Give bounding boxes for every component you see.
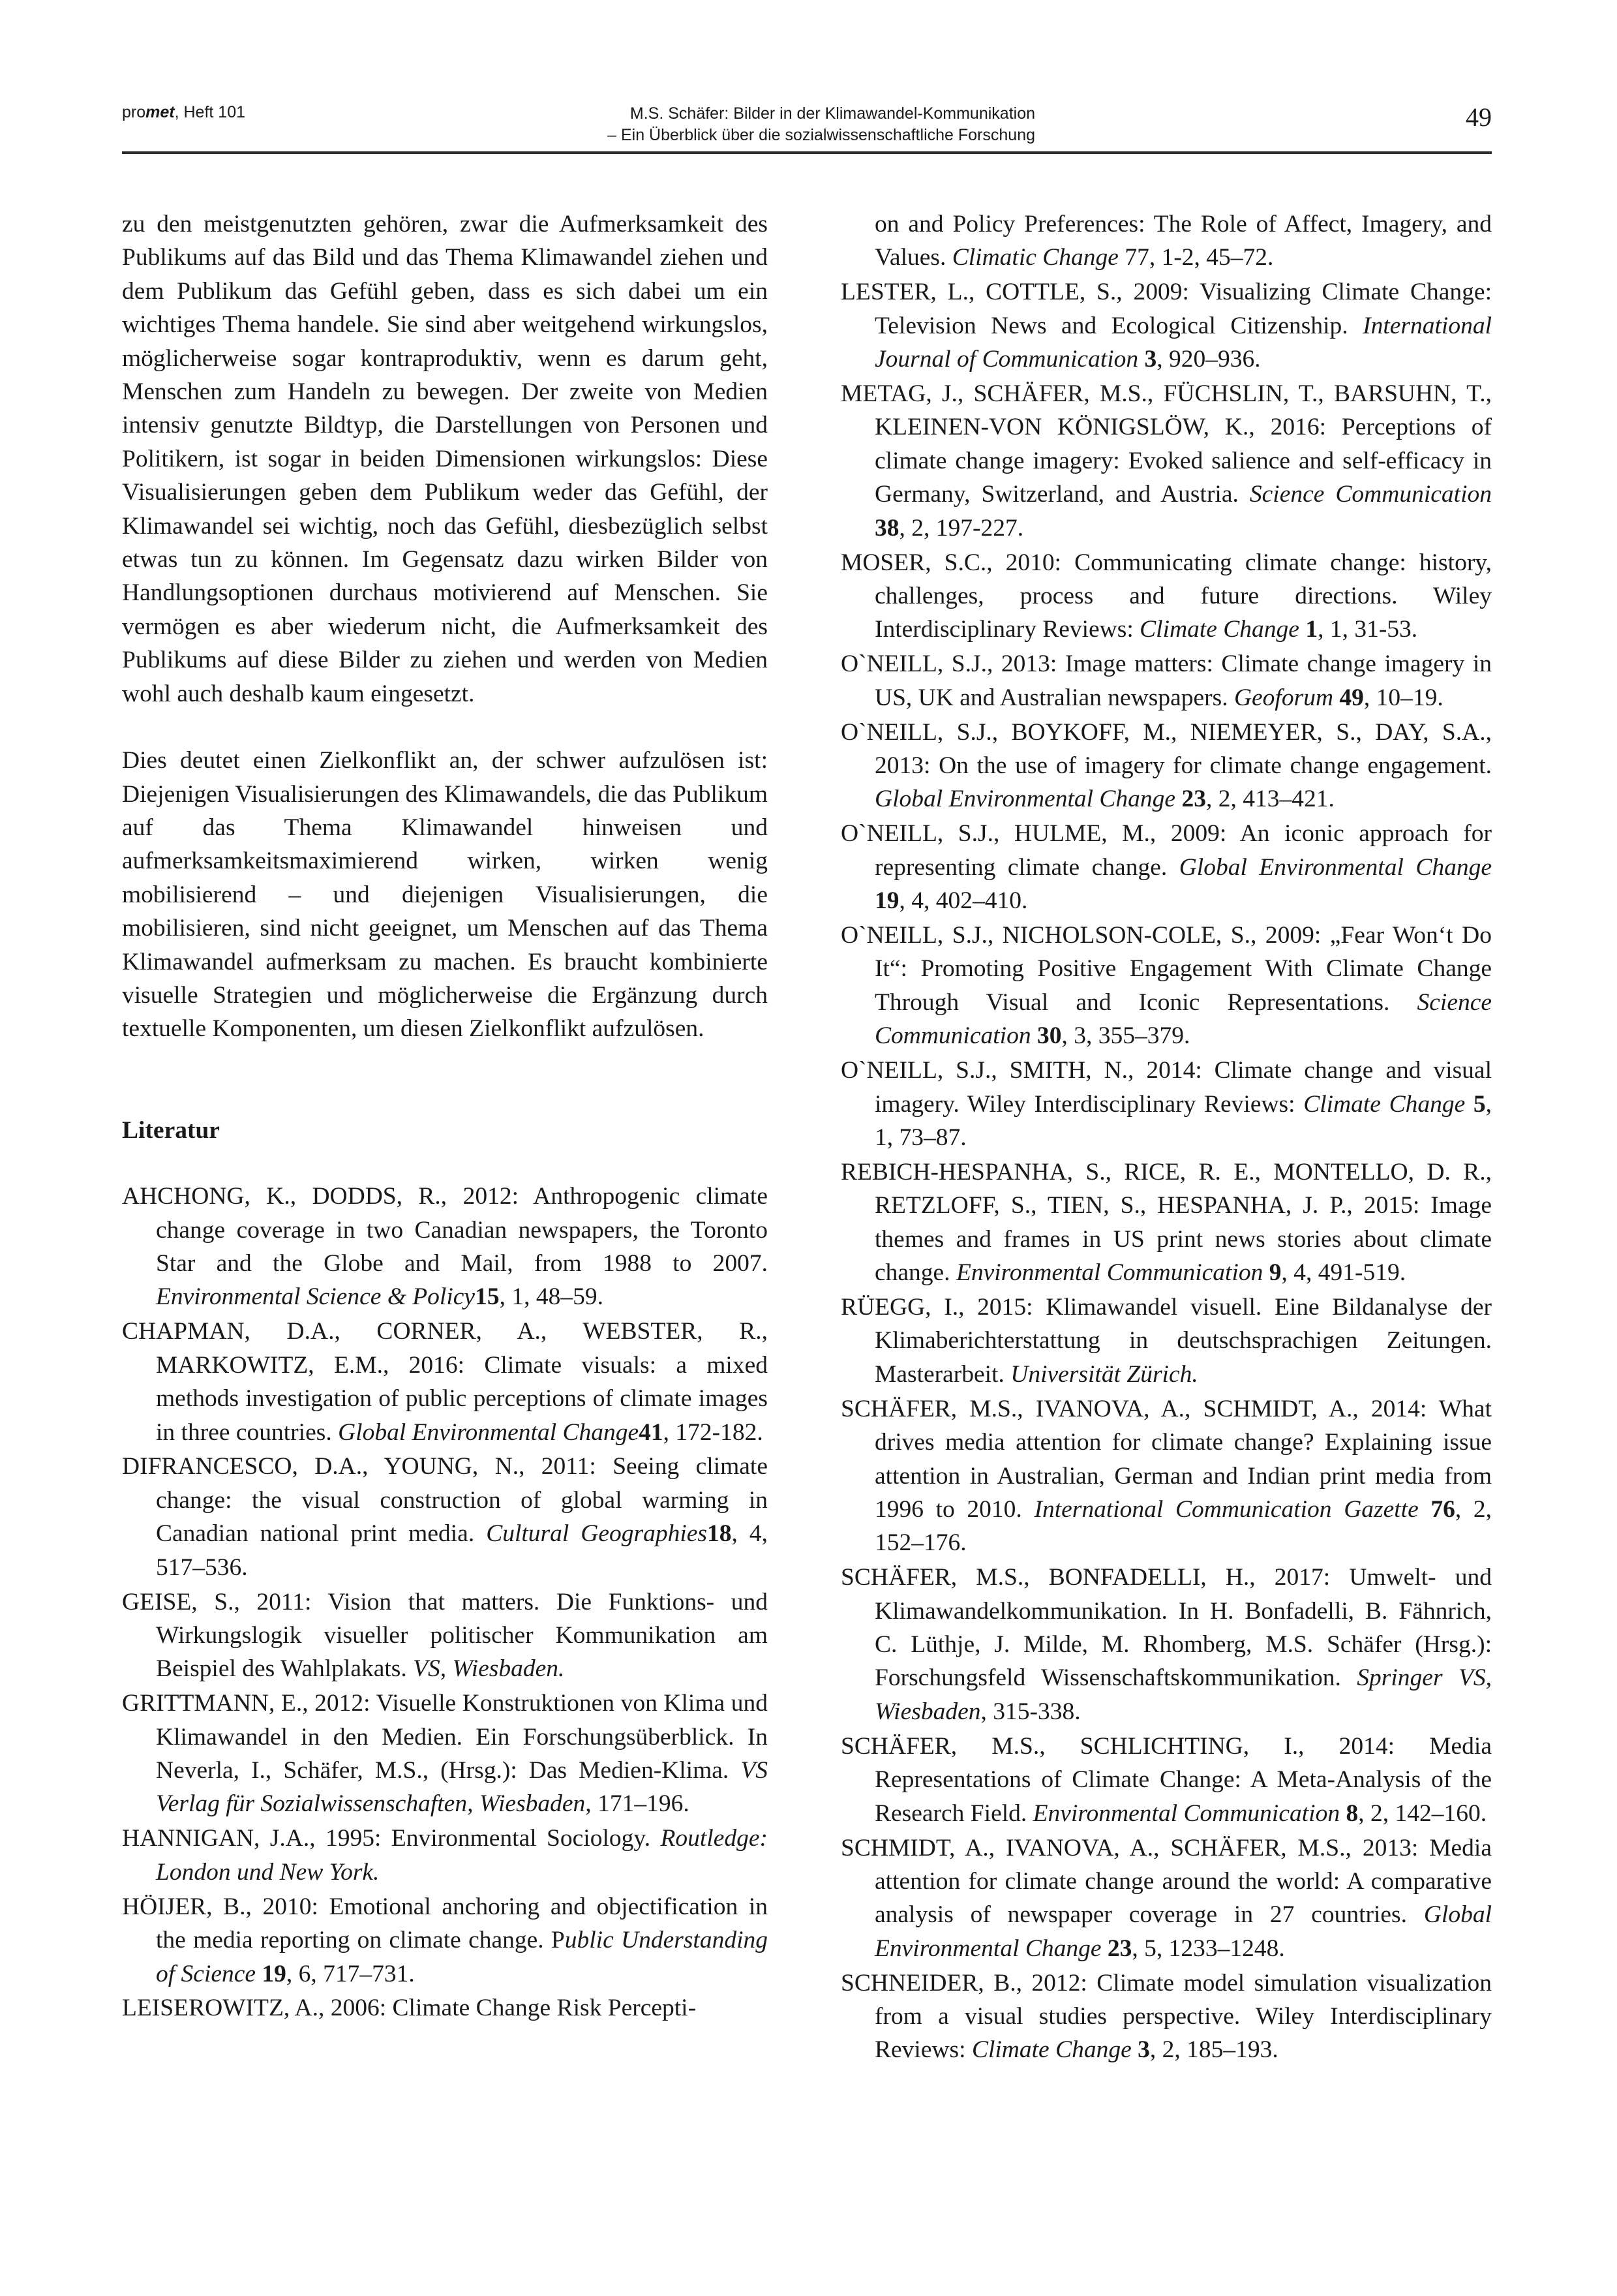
- reference-source: Climate Change: [1140, 616, 1299, 643]
- body-paragraph-1: zu den meistgenutzten gehören, zwar die Aufmerksamkeit des Publikums auf das Bild und das Thema Klimawandel ziehen und dem Publikum das Gefühl geben, dass es sich dabei um ein wichtiges Thema handele. Sie sind aber weitgehend wirkungslos, möglicherweise sogar kontraproduktiv, wenn es darum geht, Menschen zum Handeln zu bewegen. Der zweite von Medien intensiv genutzte Bildtyp, die Darstellungen von Personen und Politikern, ist sogar in beiden Dimensionen wirkungslos: Diese Visualisierungen geben dem Publikum weder das Gefühl, der Klimawandel sei wichtig, noch das Gefühl, diesbezüglich selbst etwas tun zu können. Im Gegensatz dazu wirken Bilder von Handlungsoptionen durchaus motivierend auf Menschen. Sie vermögen es aber wiederum nicht, die Aufmerksamkeit des Publikums auf diese Bilder zu ziehen und werden von Medien wohl auch deshalb kaum eingesetzt.: [122, 211, 768, 707]
- reference-entry: [841, 919, 1492, 1053]
- reference-authors-title: RÜEGG, I., 2015: Klimawandel visuell. Eine Bildanalyse der Klimaberichterstattung in deutschsprachigen Zeitungen. Masterarbeit.: [841, 1294, 1492, 1388]
- reference-source: VS, Wiesbaden.: [413, 1655, 565, 1683]
- reference-source: Universität Zürich.: [1010, 1360, 1198, 1388]
- reference-authors-title: O`NEILL, S.J., NICHOLSON-COLE, S., 2009: „Fear Won‘t Do It“: Promoting Positive Engagement With Climate Change Through Visual and Iconic Representations.: [841, 922, 1492, 1016]
- left-column: [122, 207, 768, 2026]
- reference-volume: 23: [1175, 786, 1206, 813]
- reference-authors-title: AHCHONG, K., DODDS, R., 2012: Anthropogenic climate change coverage in two Canadian newspapers, the Toronto Star and the Globe and Mail, from 1988 to 2007.: [122, 1183, 768, 1277]
- reference-pages: , 2, 197-227.: [899, 514, 1024, 542]
- reference-pages: , 10–19.: [1363, 684, 1443, 711]
- reference-entry: [841, 817, 1492, 917]
- reference-pages: 77, 1-2, 45–72.: [1118, 244, 1274, 271]
- reference-entry: [122, 1687, 768, 1821]
- reference-authors-title: CHAPMAN, D.A., CORNER, A., WEBSTER, R., MARKOWITZ, E.M., 2016: Climate visuals: a mixed methods investigation of public perceptions of climate images in three countries.: [122, 1318, 768, 1446]
- reference-authors-title: GRITTMANN, E., 2012: Visuelle Konstruktionen von Klima und Klimawandel in den Medien. Ein Forschungsüberblick. In Neverla, I., Schäfer, M.S., (Hrsg.): Das Medien-Klima.: [122, 1690, 768, 1784]
- reference-source: Science Communication: [1249, 481, 1492, 508]
- reference-volume: 41: [639, 1418, 663, 1446]
- reference-authors-title: SCHÄFER, M.S., IVANOVA, A., SCHMIDT, A., 2014: What drives media attention for climate change? Explaining issue attention in Australian, German and Indian print media from 1996 to 2010.: [841, 1395, 1492, 1523]
- body-paragraph-2: Dies deutet einen Zielkonflikt an, der schwer aufzulösen ist: Diejenigen Visualisierungen des Klimawandels, die das Publikum auf das Thema Klimawandel hinweisen und aufmerksamkeitsmaximierend wirken, wirken wenig mobilisierend – und diejenigen Visualisierungen, die mobilisieren, sind nicht geeignet, um Menschen auf das Thema Klimawandel aufmerksam zu machen. Es braucht kombinierte visuelle Strategien und möglicherweise die Ergänzung durch textuelle Komponenten, um diesen Zielkonflikt aufzulösen.: [122, 747, 768, 1043]
- reference-authors-title: SCHÄFER, M.S., SCHLICHTING, I., 2014: Media Representations of Climate Change: A Meta-Analysis of the Research Field.: [841, 1732, 1492, 1827]
- reference-authors-title: METAG, J., SCHÄFER, M.S., FÜCHSLIN, T., BARSUHN, T., KLEINEN-VON KÖNIGSLÖW, K., 2016: Perceptions of climate change imagery: Evoked salience and self-efficacy in Germany, Switzerland, and Austria.: [841, 380, 1492, 508]
- reference-volume: 9: [1263, 1259, 1282, 1287]
- reference-entry: [841, 207, 1492, 275]
- reference-entry: [122, 1822, 768, 1889]
- reference-entry: [122, 1991, 768, 2025]
- reference-pages: , 920–936.: [1156, 346, 1261, 373]
- reference-entry: [841, 275, 1492, 376]
- reference-source: Environmental Communication: [956, 1259, 1263, 1287]
- reference-authors-title: MOSER, S.C., 2010: Communicating climate change: history, challenges, process and future directions. Wiley Interdisciplinary Reviews:: [841, 549, 1492, 643]
- reference-list-right: [841, 207, 1492, 2067]
- reference-volume: 3: [1138, 346, 1157, 373]
- reference-pages: , 6, 717–731.: [286, 1960, 415, 1987]
- reference-authors-title: LESTER, L., COTTLE, S., 2009: Visualizing Climate Change: Television News and Ecological Citizenship.: [841, 279, 1492, 339]
- reference-pages: , 4, 517–536.: [156, 1520, 768, 1581]
- reference-entry: [841, 546, 1492, 647]
- reference-pages: , 4, 491-519.: [1281, 1259, 1406, 1287]
- reference-authors-title: O`NEILL, S.J., HULME, M., 2009: An iconic approach for representing climate change.: [841, 820, 1492, 881]
- page-number: 49: [1466, 102, 1492, 132]
- reference-source: Global Environmental Change: [875, 1901, 1492, 1962]
- reference-source: Global Environmental Change: [338, 1418, 639, 1446]
- reference-pages: , 315-338.: [980, 1698, 1081, 1725]
- reference-entry: [122, 1180, 768, 1314]
- reference-pages: , 3, 355–379.: [1061, 1022, 1190, 1050]
- reference-authors-title: on and Policy Preferences: The Role of Affect, Imagery, and Values.: [875, 211, 1492, 271]
- reference-source: Climatic Change: [952, 244, 1119, 271]
- reference-source: Environmental Science & Policy: [156, 1283, 476, 1311]
- reference-source: International Communication Gazette: [1034, 1495, 1419, 1523]
- reference-volume: 49: [1333, 684, 1364, 711]
- reference-source: Global Environmental Change: [1179, 853, 1492, 881]
- running-title: [513, 103, 1035, 146]
- reference-source: ublic Understanding of Science: [156, 1927, 768, 1987]
- reference-source: Environmental Communication: [1033, 1799, 1340, 1827]
- reference-entry: [122, 1890, 768, 1991]
- reference-entry: [841, 1156, 1492, 1290]
- reference-pages: , 2, 142–160.: [1358, 1799, 1487, 1827]
- reference-entry: [122, 1585, 768, 1686]
- reference-pages: , 2, 152–176.: [875, 1495, 1492, 1557]
- reference-pages: , 5, 1233–1248.: [1132, 1935, 1285, 1962]
- reference-volume: 15: [475, 1283, 500, 1311]
- reference-authors-title: O`NEILL, S.J., SMITH, N., 2014: Climate change and visual imagery. Wiley Interdisciplinary Reviews:: [841, 1057, 1492, 1118]
- reference-source: Global Environmental Change: [875, 786, 1176, 813]
- reference-entry: [841, 377, 1492, 545]
- reference-volume: 76: [1418, 1495, 1455, 1523]
- reference-pages: , 2, 185–193.: [1149, 2036, 1278, 2064]
- header-divider: [122, 151, 1492, 154]
- reference-source: Geoforum: [1233, 684, 1334, 711]
- reference-source: International Journal of Communication: [875, 312, 1492, 373]
- running-title-line-1: M.S. Schäfer: Bilder in der Klimawandel-Kommunikation: [629, 104, 1035, 123]
- reference-volume: 1: [1299, 616, 1318, 643]
- reference-authors-title: O`NEILL, S.J., 2013: Image matters: Climate change imagery in US, UK and Australian newspapers.: [841, 651, 1492, 711]
- reference-entry: [841, 1831, 1492, 1966]
- reference-pages: , 1, 31-53.: [1318, 616, 1418, 643]
- reference-authors-title: SCHMIDT, A., IVANOVA, A., SCHÄFER, M.S., 2013: Media attention for climate change around the world: A comparative analysis of newspaper coverage in 27 countries.: [841, 1834, 1492, 1929]
- reference-entry: [122, 1315, 768, 1449]
- reference-authors-title: REBICH-HESPANHA, S., RICE, R. E., MONTELLO, D. R., RETZLOFF, S., TIEN, S., HESPANHA, J. P., 2015: Image themes and frames in US print news stories about climate change.: [841, 1158, 1492, 1287]
- reference-entry: [841, 1291, 1492, 1391]
- reference-authors-title: GEISE, S., 2011: Vision that matters. Die Funktions- und Wirkungslogik visueller politischer Kommunikation am Beispiel des Wahlplakats.: [122, 1588, 768, 1683]
- reference-volume: 19: [875, 887, 899, 915]
- reference-authors-title: SCHNEIDER, B., 2012: Climate model simulation visualization from a visual studies perspective. Wiley Interdisciplinary Reviews:: [841, 1969, 1492, 2064]
- reference-pages: , 172-182.: [663, 1418, 763, 1446]
- reference-source: Climate Change: [1303, 1090, 1466, 1118]
- reference-source: Science Communication: [875, 988, 1492, 1050]
- reference-authors-title: HÖIJER, B., 2010: Emotional anchoring and objectification in the media reporting on climate change. P: [122, 1893, 768, 1954]
- literature-heading: Literatur: [122, 1116, 220, 1144]
- reference-authors-title: HANNIGAN, J.A., 1995: Environmental Sociology.: [122, 1825, 661, 1852]
- reference-entry: [841, 1392, 1492, 1560]
- reference-volume: 8: [1340, 1799, 1359, 1827]
- reference-entry: [841, 647, 1492, 714]
- journal-name: promet, Heft 101: [122, 103, 246, 121]
- reference-volume: 5: [1465, 1090, 1486, 1118]
- reference-entry: [841, 1730, 1492, 1830]
- reference-source: Routledge: London und New York.: [156, 1825, 768, 1886]
- reference-entry: [122, 1450, 768, 1584]
- page-header: [122, 99, 1492, 155]
- reference-authors-title: DIFRANCESCO, D.A., YOUNG, N., 2011: Seeing climate change: the visual construction of global warming in Canadian national print media.: [122, 1453, 768, 1548]
- reference-source: Springer VS, Wiesbaden: [875, 1664, 1492, 1725]
- reference-source: VS Verlag für Sozialwissenschaften, Wiesbaden,: [156, 1757, 768, 1818]
- reference-authors-title: SCHÄFER, M.S., BONFADELLI, H., 2017: Umwelt- und Klimawandelkommunikation. In H. Bonfadelli, B. Fähnrich, C. Lüthje, J. Milde, M. Rhomberg, M.S. Schäfer (Hrsg.): Forschungsfeld Wissenschaftskommunikation.: [841, 1564, 1492, 1692]
- reference-volume: 18: [707, 1520, 732, 1548]
- right-column: [841, 207, 1492, 2068]
- reference-entry: [841, 1561, 1492, 1728]
- reference-pages: , 2, 413–421.: [1205, 786, 1335, 813]
- reference-entry: [841, 716, 1492, 816]
- reference-entry: [841, 1054, 1492, 1154]
- reference-entry: [841, 1967, 1492, 2067]
- reference-authors-title: O`NEILL, S.J., BOYKOFF, M., NIEMEYER, S., DAY, S.A., 2013: On the use of imagery for climate change engagement.: [841, 718, 1492, 779]
- reference-source: Cultural Geographies: [486, 1520, 708, 1548]
- reference-source: Climate Change: [971, 2036, 1132, 2064]
- reference-volume: 3: [1131, 2036, 1150, 2064]
- reference-list-left: [122, 1180, 768, 2025]
- reference-volume: 30: [1031, 1022, 1062, 1050]
- reference-volume: 23: [1101, 1935, 1132, 1962]
- reference-pages: , 4, 402–410.: [899, 887, 1028, 915]
- reference-volume: 19: [256, 1960, 286, 1987]
- reference-pages: , 1, 48–59.: [499, 1283, 603, 1311]
- reference-pages: 171–196.: [591, 1790, 689, 1818]
- running-title-line-2: – Ein Überblick über die sozialwissenschaftliche Forschung: [607, 126, 1035, 144]
- reference-authors-title: LEISEROWITZ, A., 2006: Climate Change Risk Percepti-: [122, 1995, 697, 2022]
- reference-pages: , 1, 73–87.: [875, 1090, 1492, 1151]
- reference-volume: 38: [875, 514, 899, 542]
